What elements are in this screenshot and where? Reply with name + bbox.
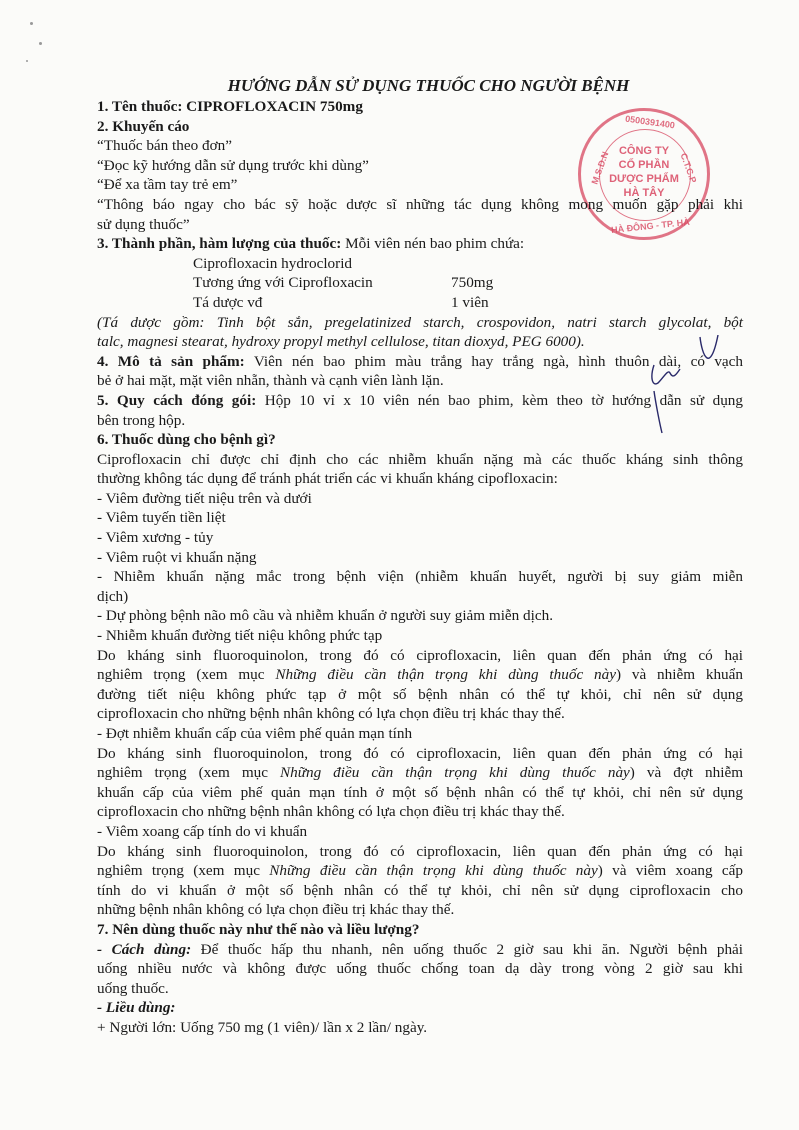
indication-item: - Viêm xương - tủy — [97, 529, 214, 547]
section-6-heading: 6. Thuốc dùng cho bệnh gì? — [97, 431, 276, 449]
paragraph-text: ) và nhiễm khuẩn — [615, 666, 743, 684]
paragraph-text: nghiêm trọng (xem mục — [97, 764, 280, 782]
usage-text: uống thuốc. — [97, 979, 169, 997]
ingredient-name: Tá dược vđ — [193, 293, 263, 311]
scan-speck — [26, 60, 28, 62]
excipients-line: talc, magnesi stearat, hydroxy propyl methyl cellulose, titan dioxyd, PEG 6000). — [97, 333, 585, 351]
paragraph-line: những bệnh nhân không có lựa chọn điều trị khác thay thế. — [97, 901, 455, 919]
section-2-heading: 2. Khuyến cáo — [97, 117, 190, 135]
section-7-heading: 7. Nên dùng thuốc này như thế nào và liều lượng? — [97, 920, 420, 938]
paragraph-text: nghiêm trọng (xem mục — [97, 862, 270, 880]
stamp-left-text: M.S.D.N — [589, 150, 611, 186]
stamp-line: CÔNG TY — [618, 145, 670, 157]
paragraph-line: Do kháng sinh fluoroquinolon, trong đó có ciprofloxacin, liên quan đến phản ứng có hại — [97, 646, 743, 664]
ingredient-name: Ciprofloxacin hydroclorid — [193, 254, 353, 272]
section-reference: Những điều cần thận trọng khi dùng thuốc này — [269, 862, 598, 880]
indication-item: - Nhiễm khuẩn đường tiết niệu không phức tạp — [97, 627, 383, 645]
section-4-heading: 4. Mô tả sản phẩm: — [97, 352, 245, 370]
document-title: HƯỚNG DẪN SỬ DỤNG THUỐC CHO NGƯỜI BỆNH — [227, 76, 630, 95]
warning-doctor-line: sử dụng thuốc” — [97, 215, 190, 233]
dosage-label: - Liều dùng: — [97, 999, 176, 1017]
section-6-intro: thường không tác dụng để tránh phát triển các vi khuẩn kháng cipofloxacin: — [97, 470, 558, 488]
composition-row — [97, 273, 743, 293]
stamp-line: HÀ TÂY — [623, 187, 665, 199]
warning-line: “Đọc kỹ hướng dẫn sử dụng trước khi dùng” — [97, 156, 369, 174]
ingredient-name: Tương ứng với Ciprofloxacin — [193, 274, 373, 292]
indication-item: - Viêm ruột vi khuẩn nặng — [97, 548, 257, 566]
indication-item: - Viêm đường tiết niệu trên và dưới — [97, 489, 312, 507]
section-5-text: bên trong hộp. — [97, 411, 186, 429]
indication-item: - Dự phòng bệnh não mô cầu và nhiễm khuẩn ở người suy giảm miễn dịch. — [97, 607, 554, 625]
paragraph-line: Do kháng sinh fluoroquinolon, trong đó có ciprofloxacin, liên quan đến phản ứng có hại — [97, 744, 743, 762]
indication-item: - Nhiễm khuẩn nặng mắc trong bệnh viện (nhiễm khuẩn huyết, người bị suy giảm miễn — [97, 568, 743, 586]
scan-speck — [39, 42, 42, 45]
indication-item: dịch) — [97, 587, 129, 605]
composition-row — [97, 254, 743, 274]
usage-text: uống nhiều nước và không được uống thuốc chống toan dạ dày trong vòng 2 giờ sau khi — [97, 960, 743, 978]
usage-text: Để thuốc hấp thu nhanh, nên uống thuốc 2 giờ sau khi ăn. Người bệnh phải — [191, 940, 744, 958]
paragraph-line: ciprofloxacin cho những bệnh nhân không có lựa chọn điều trị khác thay thế. — [97, 705, 565, 723]
excipients-line: (Tá dược gồm: Tinh bột sắn, pregelatinized starch, crospovidon, natri starch glycolat, bột — [97, 313, 743, 331]
section-6-intro: Ciprofloxacin chỉ được chỉ định cho các nhiễm khuẩn nặng mà các thuốc kháng sinh thông — [97, 450, 743, 468]
dosage-adult: + Người lớn: Uống 750 mg (1 viên)/ lần x 2 lần/ ngày. — [97, 1018, 428, 1036]
section-3-intro: Mỗi viên nén bao phim chứa: — [341, 235, 525, 253]
indication-item: - Viêm tuyến tiền liệt — [97, 509, 226, 527]
section-1-heading: 1. Tên thuốc: CIPROFLOXACIN 750mg — [97, 98, 363, 115]
paragraph-text: ) và đợt nhiễm — [629, 764, 744, 782]
indication-item: - Đợt nhiễm khuẩn cấp của viêm phế quản mạn tính — [97, 725, 413, 742]
paragraph-line: đường tiết niệu không phức tạp ở một số bệnh nhân có thể tự khỏi, chỉ nên sử dụng — [97, 685, 743, 703]
warning-line: “Để xa tầm tay trẻ em” — [97, 176, 238, 194]
stamp-line: CỔ PHẦN — [618, 159, 670, 171]
document-body — [97, 97, 743, 1038]
stamp-line: DƯỢC PHẨM — [609, 173, 679, 185]
stamp-right-text: C.T.C.P — [678, 151, 699, 185]
ingredient-amount: 1 viên — [451, 293, 489, 311]
paragraph-text: nghiêm trọng (xem mục — [97, 666, 276, 684]
warning-line: “Thuốc bán theo đơn” — [97, 137, 232, 155]
composition-row — [97, 293, 743, 313]
paragraph-line: Do kháng sinh fluoroquinolon, trong đó có ciprofloxacin, liên quan đến phản ứng có hại — [97, 842, 743, 860]
usage-label: - Cách dùng: — [97, 940, 192, 958]
indication-item: - Viêm xoang cấp tính do vi khuẩn — [97, 822, 308, 840]
ingredient-amount: 750mg — [451, 274, 494, 292]
stamp-bottom-text: HÀ ĐÔNG - TP. HÀ — [610, 216, 691, 236]
section-5-text: Hộp 10 vỉ x 10 viên nén bao phim, kèm theo tờ hướng dẫn sử dụng — [256, 391, 743, 409]
section-5-heading: 5. Quy cách đóng gói: — [97, 391, 257, 409]
section-reference: Những điều cần thận trọng khi dùng thuốc này — [279, 764, 630, 782]
section-3-heading: 3. Thành phần, hàm lượng của thuốc: — [97, 235, 342, 253]
paragraph-line: ciprofloxacin cho những bệnh nhân không có lựa chọn điều trị khác thay thế. — [97, 803, 565, 821]
paragraph-line: tính do vi khuẩn ở một số bệnh nhân có thể tự khỏi, chỉ nên sử dụng ciprofloxacin cho — [97, 881, 743, 899]
warning-doctor-line: “Thông báo ngay cho bác sỹ hoặc dược sĩ những tác dụng không mong muốn gặp phải khi — [97, 195, 743, 213]
stamp-top-text: 0500391400 — [624, 113, 676, 131]
section-reference: Những điều cần thận trọng khi dùng thuốc này — [275, 666, 616, 684]
section-4-text: Viên nén bao phim màu trắng hay trắng ngà, hình thuôn dài, có vạch — [244, 352, 744, 370]
scan-speck — [30, 22, 33, 25]
section-4-text: bẻ ở hai mặt, mặt viên nhẵn, thành và cạnh viên lành lặn. — [97, 372, 444, 390]
paragraph-line: khuẩn cấp của viêm phế quản mạn tính ở một số bệnh nhân có thể tự khỏi, chỉ nên sử dụng — [97, 783, 743, 801]
paragraph-text: ) và viêm xoang cấp — [597, 862, 744, 880]
